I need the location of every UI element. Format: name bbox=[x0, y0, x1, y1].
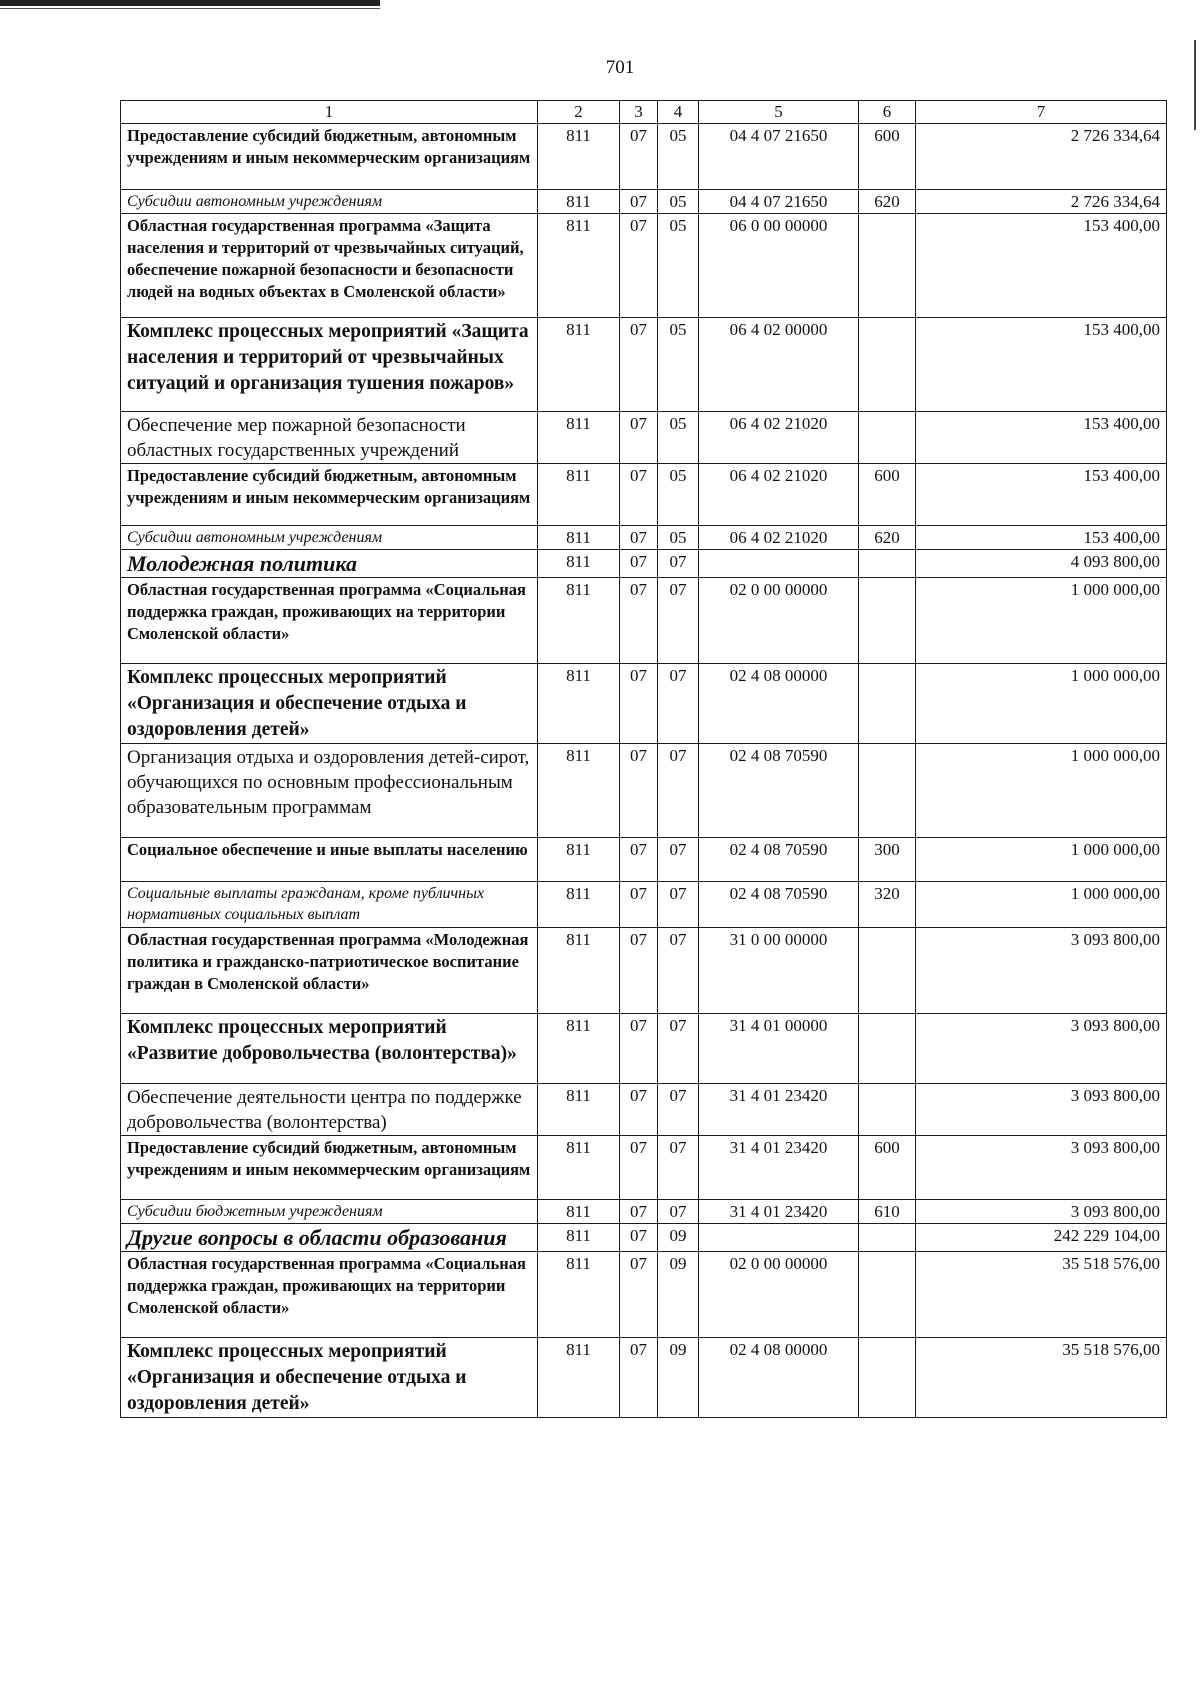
row-code-2: 811 bbox=[538, 190, 620, 214]
table-row bbox=[121, 578, 1167, 664]
row-code-5: 02 4 08 00000 bbox=[699, 1338, 859, 1418]
row-code-3: 07 bbox=[620, 1252, 658, 1338]
row-code-3: 07 bbox=[620, 1200, 658, 1224]
row-code-4: 07 bbox=[658, 838, 699, 882]
row-code-4: 07 bbox=[658, 578, 699, 664]
row-code-6 bbox=[859, 412, 916, 464]
row-amount: 2 726 334,64 bbox=[916, 124, 1167, 190]
top-scan-rule-thin bbox=[0, 8, 380, 9]
row-name: Молодежная политика bbox=[121, 550, 538, 578]
row-code-6 bbox=[859, 1084, 916, 1136]
row-name: Областная государственная программа «Защита населения и территорий от чрезвычайных ситуаций, обеспечение пожарной безопасности и безопасности людей на водных объектах в Смоленской области» bbox=[121, 214, 538, 318]
row-code-3: 07 bbox=[620, 1014, 658, 1084]
row-code-2: 811 bbox=[538, 838, 620, 882]
row-name: Субсидии бюджетным учреждениям bbox=[121, 1200, 538, 1224]
row-code-4: 07 bbox=[658, 1014, 699, 1084]
row-code-5: 04 4 07 21650 bbox=[699, 190, 859, 214]
row-code-5: 31 0 00 00000 bbox=[699, 928, 859, 1014]
row-code-2: 811 bbox=[538, 1252, 620, 1338]
row-code-4: 07 bbox=[658, 1084, 699, 1136]
row-code-3: 07 bbox=[620, 928, 658, 1014]
row-amount: 153 400,00 bbox=[916, 412, 1167, 464]
row-name: Социальные выплаты гражданам, кроме публичных нормативных социальных выплат bbox=[121, 882, 538, 928]
row-code-2: 811 bbox=[538, 550, 620, 578]
row-code-5: 02 4 08 70590 bbox=[699, 744, 859, 838]
row-code-2: 811 bbox=[538, 744, 620, 838]
table-row bbox=[121, 928, 1167, 1014]
row-name: Субсидии автономным учреждениям bbox=[121, 190, 538, 214]
row-code-2: 811 bbox=[538, 578, 620, 664]
table-row bbox=[121, 318, 1167, 412]
row-code-6 bbox=[859, 214, 916, 318]
row-code-6 bbox=[859, 928, 916, 1014]
row-amount: 3 093 800,00 bbox=[916, 1200, 1167, 1224]
table-row bbox=[121, 190, 1167, 214]
row-code-2: 811 bbox=[538, 464, 620, 526]
row-code-4: 07 bbox=[658, 744, 699, 838]
row-amount: 153 400,00 bbox=[916, 464, 1167, 526]
row-code-4: 07 bbox=[658, 550, 699, 578]
top-scan-rule bbox=[0, 0, 380, 6]
row-code-3: 07 bbox=[620, 190, 658, 214]
row-code-6 bbox=[859, 318, 916, 412]
row-name: Обеспечение деятельности центра по поддержке добровольчества (волонтерства) bbox=[121, 1084, 538, 1136]
row-code-5: 02 0 00 00000 bbox=[699, 578, 859, 664]
row-code-2: 811 bbox=[538, 1084, 620, 1136]
row-name: Предоставление субсидий бюджетным, автономным учреждениям и иным некоммерческим организациям bbox=[121, 1136, 538, 1200]
table-row bbox=[121, 464, 1167, 526]
row-amount: 1 000 000,00 bbox=[916, 744, 1167, 838]
table-row bbox=[121, 124, 1167, 190]
row-code-6: 620 bbox=[859, 526, 916, 550]
row-code-4: 07 bbox=[658, 664, 699, 744]
row-amount: 1 000 000,00 bbox=[916, 882, 1167, 928]
row-name: Комплекс процессных мероприятий «Защита населения и территорий от чрезвычайных ситуаций и организация тушения пожаров» bbox=[121, 318, 538, 412]
page-number: 701 bbox=[605, 57, 635, 78]
row-amount: 3 093 800,00 bbox=[916, 1014, 1167, 1084]
header-col-6: 6 bbox=[859, 101, 916, 124]
row-code-4: 09 bbox=[658, 1338, 699, 1418]
table-row bbox=[121, 1084, 1167, 1136]
row-name: Социальное обеспечение и иные выплаты населению bbox=[121, 838, 538, 882]
row-name: Комплекс процессных мероприятий «Организация и обеспечение отдыха и оздоровления детей» bbox=[121, 664, 538, 744]
row-code-2: 811 bbox=[538, 124, 620, 190]
table-row bbox=[121, 412, 1167, 464]
header-col-1: 1 bbox=[121, 101, 538, 124]
row-code-2: 811 bbox=[538, 1136, 620, 1200]
row-amount: 35 518 576,00 bbox=[916, 1338, 1167, 1418]
row-code-3: 07 bbox=[620, 550, 658, 578]
row-name: Субсидии автономным учреждениям bbox=[121, 526, 538, 550]
row-code-3: 07 bbox=[620, 214, 658, 318]
row-amount: 1 000 000,00 bbox=[916, 578, 1167, 664]
row-name: Комплекс процессных мероприятий «Развитие добровольчества (волонтерства)» bbox=[121, 1014, 538, 1084]
row-code-6 bbox=[859, 578, 916, 664]
header-col-7: 7 bbox=[916, 101, 1167, 124]
table-row bbox=[121, 664, 1167, 744]
row-amount: 4 093 800,00 bbox=[916, 550, 1167, 578]
row-code-3: 07 bbox=[620, 744, 658, 838]
row-code-4: 09 bbox=[658, 1252, 699, 1338]
row-code-3: 07 bbox=[620, 1224, 658, 1252]
row-code-2: 811 bbox=[538, 1014, 620, 1084]
row-code-4: 07 bbox=[658, 928, 699, 1014]
row-code-2: 811 bbox=[538, 928, 620, 1014]
row-code-3: 07 bbox=[620, 1084, 658, 1136]
row-amount: 153 400,00 bbox=[916, 318, 1167, 412]
row-name: Предоставление субсидий бюджетным, автономным учреждениям и иным некоммерческим организациям bbox=[121, 464, 538, 526]
row-code-3: 07 bbox=[620, 412, 658, 464]
header-col-5: 5 bbox=[699, 101, 859, 124]
row-code-6: 320 bbox=[859, 882, 916, 928]
row-code-6 bbox=[859, 1014, 916, 1084]
row-code-4: 05 bbox=[658, 214, 699, 318]
row-name: Областная государственная программа «Молодежная политика и гражданско-патриотическое воспитание граждан в Смоленской области» bbox=[121, 928, 538, 1014]
row-name: Областная государственная программа «Социальная поддержка граждан, проживающих на территории Смоленской области» bbox=[121, 578, 538, 664]
row-amount: 242 229 104,00 bbox=[916, 1224, 1167, 1252]
row-code-6 bbox=[859, 1224, 916, 1252]
row-code-3: 07 bbox=[620, 664, 658, 744]
table-row bbox=[121, 1136, 1167, 1200]
row-code-2: 811 bbox=[538, 1338, 620, 1418]
row-code-2: 811 bbox=[538, 318, 620, 412]
table-header-row bbox=[121, 101, 1167, 124]
row-code-6: 600 bbox=[859, 124, 916, 190]
row-name: Другие вопросы в области образования bbox=[121, 1224, 538, 1252]
row-amount: 3 093 800,00 bbox=[916, 1136, 1167, 1200]
row-code-5: 31 4 01 23420 bbox=[699, 1200, 859, 1224]
row-code-3: 07 bbox=[620, 1136, 658, 1200]
row-code-5: 31 4 01 23420 bbox=[699, 1136, 859, 1200]
table-row bbox=[121, 526, 1167, 550]
row-code-6: 300 bbox=[859, 838, 916, 882]
row-code-6: 600 bbox=[859, 1136, 916, 1200]
header-col-3: 3 bbox=[620, 101, 658, 124]
row-code-5: 02 0 00 00000 bbox=[699, 1252, 859, 1338]
row-code-4: 05 bbox=[658, 464, 699, 526]
row-code-3: 07 bbox=[620, 124, 658, 190]
row-code-2: 811 bbox=[538, 882, 620, 928]
row-code-2: 811 bbox=[538, 1224, 620, 1252]
row-amount: 1 000 000,00 bbox=[916, 664, 1167, 744]
row-code-3: 07 bbox=[620, 526, 658, 550]
row-code-4: 05 bbox=[658, 190, 699, 214]
row-name: Обеспечение мер пожарной безопасности областных государственных учреждений bbox=[121, 412, 538, 464]
row-code-4: 07 bbox=[658, 1200, 699, 1224]
row-code-5: 06 0 00 00000 bbox=[699, 214, 859, 318]
row-code-5: 06 4 02 00000 bbox=[699, 318, 859, 412]
row-name: Комплекс процессных мероприятий «Организация и обеспечение отдыха и оздоровления детей» bbox=[121, 1338, 538, 1418]
row-code-3: 07 bbox=[620, 882, 658, 928]
row-code-5: 02 4 08 00000 bbox=[699, 664, 859, 744]
row-code-2: 811 bbox=[538, 1200, 620, 1224]
row-code-6 bbox=[859, 1338, 916, 1418]
row-code-4: 05 bbox=[658, 412, 699, 464]
row-code-5: 06 4 02 21020 bbox=[699, 412, 859, 464]
row-name: Организация отдыха и оздоровления детей-сирот, обучающихся по основным профессиональным образовательным программам bbox=[121, 744, 538, 838]
row-code-2: 811 bbox=[538, 214, 620, 318]
row-amount: 35 518 576,00 bbox=[916, 1252, 1167, 1338]
header-col-2: 2 bbox=[538, 101, 620, 124]
table-row bbox=[121, 1252, 1167, 1338]
budget-table bbox=[120, 100, 1167, 1418]
row-code-5: 04 4 07 21650 bbox=[699, 124, 859, 190]
row-code-3: 07 bbox=[620, 838, 658, 882]
table-row bbox=[121, 838, 1167, 882]
row-code-6 bbox=[859, 664, 916, 744]
row-amount: 153 400,00 bbox=[916, 214, 1167, 318]
table-row bbox=[121, 1014, 1167, 1084]
table-row bbox=[121, 744, 1167, 838]
table-row bbox=[121, 550, 1167, 578]
row-code-4: 07 bbox=[658, 1136, 699, 1200]
row-code-6 bbox=[859, 744, 916, 838]
row-code-4: 09 bbox=[658, 1224, 699, 1252]
table-row bbox=[121, 1338, 1167, 1418]
row-code-5: 06 4 02 21020 bbox=[699, 464, 859, 526]
row-code-3: 07 bbox=[620, 464, 658, 526]
row-amount: 1 000 000,00 bbox=[916, 838, 1167, 882]
row-code-5: 31 4 01 23420 bbox=[699, 1084, 859, 1136]
table-row bbox=[121, 882, 1167, 928]
row-code-4: 05 bbox=[658, 318, 699, 412]
table-row bbox=[121, 214, 1167, 318]
row-code-2: 811 bbox=[538, 664, 620, 744]
row-name: Областная государственная программа «Социальная поддержка граждан, проживающих на территории Смоленской области» bbox=[121, 1252, 538, 1338]
row-code-5 bbox=[699, 1224, 859, 1252]
row-code-5: 31 4 01 00000 bbox=[699, 1014, 859, 1084]
table-row bbox=[121, 1224, 1167, 1252]
row-code-6: 620 bbox=[859, 190, 916, 214]
row-code-5 bbox=[699, 550, 859, 578]
row-code-4: 05 bbox=[658, 124, 699, 190]
row-code-5: 06 4 02 21020 bbox=[699, 526, 859, 550]
row-name: Предоставление субсидий бюджетным, автономным учреждениям и иным некоммерческим организациям bbox=[121, 124, 538, 190]
row-code-3: 07 bbox=[620, 1338, 658, 1418]
row-code-6 bbox=[859, 550, 916, 578]
row-code-2: 811 bbox=[538, 526, 620, 550]
row-amount: 2 726 334,64 bbox=[916, 190, 1167, 214]
header-col-4: 4 bbox=[658, 101, 699, 124]
row-code-6: 600 bbox=[859, 464, 916, 526]
row-code-6 bbox=[859, 1252, 916, 1338]
row-code-3: 07 bbox=[620, 318, 658, 412]
table-row bbox=[121, 1200, 1167, 1224]
row-amount: 153 400,00 bbox=[916, 526, 1167, 550]
row-code-5: 02 4 08 70590 bbox=[699, 882, 859, 928]
right-scan-rule bbox=[1194, 40, 1196, 130]
row-amount: 3 093 800,00 bbox=[916, 928, 1167, 1014]
row-code-4: 05 bbox=[658, 526, 699, 550]
row-code-3: 07 bbox=[620, 578, 658, 664]
row-amount: 3 093 800,00 bbox=[916, 1084, 1167, 1136]
row-code-5: 02 4 08 70590 bbox=[699, 838, 859, 882]
row-code-6: 610 bbox=[859, 1200, 916, 1224]
row-code-4: 07 bbox=[658, 882, 699, 928]
row-code-2: 811 bbox=[538, 412, 620, 464]
